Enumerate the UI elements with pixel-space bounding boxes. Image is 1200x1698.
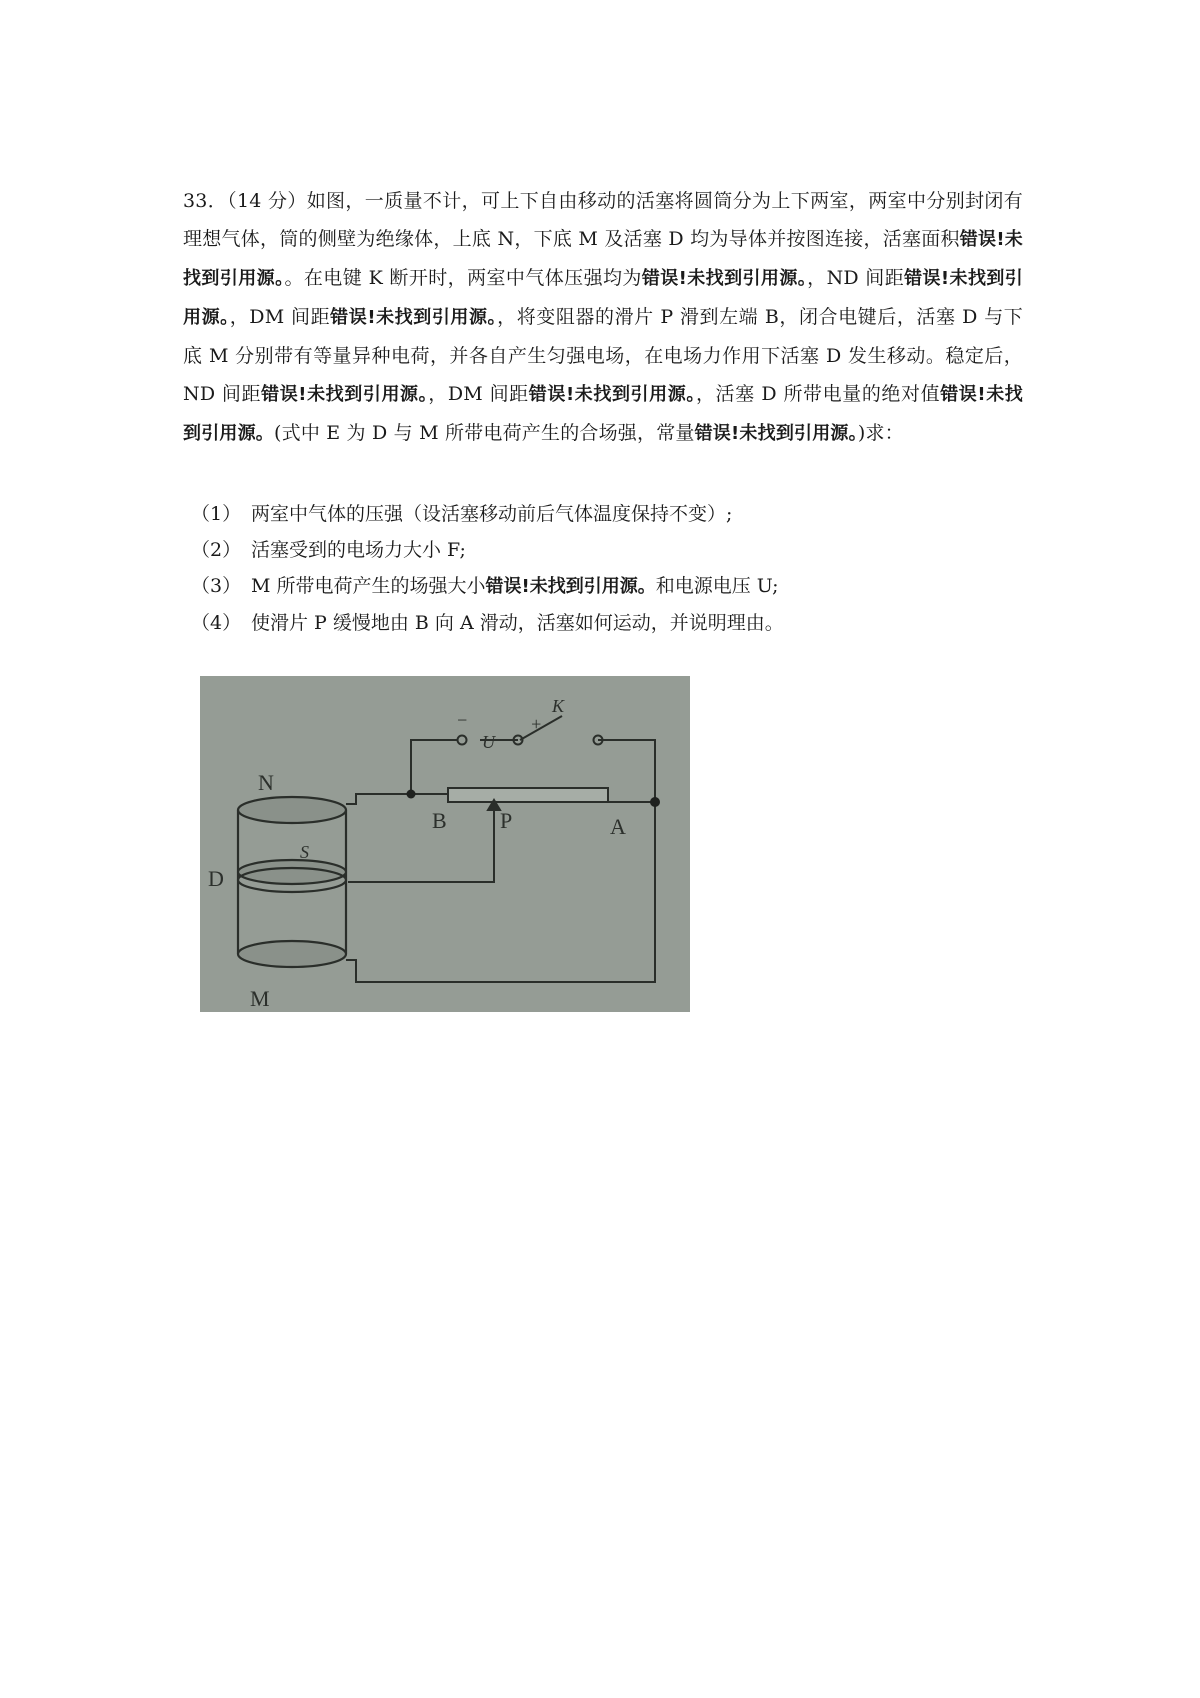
problem-score: （14 分） [227,190,307,212]
text-segment: )求： [857,422,904,444]
rheostat [448,788,608,802]
wire-n [346,794,411,804]
missing-reference-error: 错误!未找到引用源。 [183,268,1023,328]
text-segment: 和电源电压 U; [655,575,779,597]
question-number: （4） [191,612,242,634]
question-item [183,496,1023,532]
question-item [183,532,1023,568]
text-segment: ，DM 间距 [229,306,331,328]
label-n: N [258,770,274,795]
text-segment: ，活塞 D 所带电量的绝对值 [695,383,941,405]
question-list [183,496,1023,641]
label-s: S [300,842,309,862]
text-segment: ，DM 间距 [428,383,529,405]
question-number: （1） [191,503,242,525]
question-text [251,605,1023,641]
text-segment: 。在电键 K 断开时，两室中气体压强均为 [284,267,642,289]
wire-left-up [411,740,458,794]
text-segment: (式中 E 为 D 与 M 所带电荷产生的合场强，常量 [274,422,695,444]
circuit-figure [200,676,690,1012]
problem-number: 33． [183,190,228,212]
battery-terminal-negative [458,736,467,745]
label-m: M [250,986,270,1011]
question-item [183,605,1023,641]
question-text [251,568,1023,605]
missing-reference-error: 错误!未找到引用源。 [330,307,498,328]
missing-reference-error: 错误!未找到引用源。 [641,268,808,289]
missing-reference-error: 错误!未找到引用源。 [694,423,858,444]
label-p: P [500,808,513,833]
bottom-plate-m [238,941,346,967]
label-a: A [610,814,626,839]
problem-statement [183,182,1023,453]
missing-reference-error: 错误!未找到引用源。 [485,576,656,597]
problem-paragraph [183,182,1023,453]
junction-a [650,797,660,807]
label-k: K [552,696,565,716]
text-segment: ，将变阻器的滑片 P 滑到左端 B，闭合电键后，活塞 D 与下底 M 分别带有等量异种电荷，并各自产生匀强电场，在电场力作用下活塞 D 发生移动。稳定后，ND 间距 [183,306,1023,405]
text-segment: 活塞受到的电场力大小 F; [251,539,466,561]
missing-reference-error: 错误!未找到引用源。 [183,229,1023,289]
question-item [183,568,1023,605]
label-b: B [432,808,447,833]
label-minus: − [456,710,469,730]
text-segment: 如图，一质量不计，可上下自由移动的活塞将圆筒分为上下两室，两室中分别封闭有理想气体，筒的侧壁为绝缘体，上底 N，下底 M 及活塞 D 均为导体并按图连接，活塞面积 [183,190,1023,250]
cylinder [238,797,346,967]
label-u: U [482,732,495,752]
question-text [251,496,1023,532]
missing-reference-error: 错误!未找到引用源。 [183,384,1023,444]
text-segment: M 所带电荷产生的场强大小 [251,575,486,597]
label-plus: + [530,714,543,734]
missing-reference-error: 错误!未找到引用源。 [528,384,696,405]
question-number: （2） [191,539,242,561]
label-d: D [208,866,224,891]
battery [458,736,603,745]
text-segment: 两室中气体的压强（设活塞移动前后气体温度保持不变）; [251,503,733,525]
problem-body [183,190,1023,444]
circuit-diagram [200,676,690,1012]
text-segment: ，ND 间距 [807,267,905,289]
question-number: （3） [191,575,242,597]
wire-p-piston [348,846,494,882]
missing-reference-error: 错误!未找到引用源。 [261,384,429,405]
text-segment: 使滑片 P 缓慢地由 B 向 A 滑动，活塞如何运动，并说明理由。 [251,612,784,634]
junction-b [407,790,416,799]
question-text [251,532,1023,568]
wires [346,716,655,982]
top-plate-n [238,797,346,823]
